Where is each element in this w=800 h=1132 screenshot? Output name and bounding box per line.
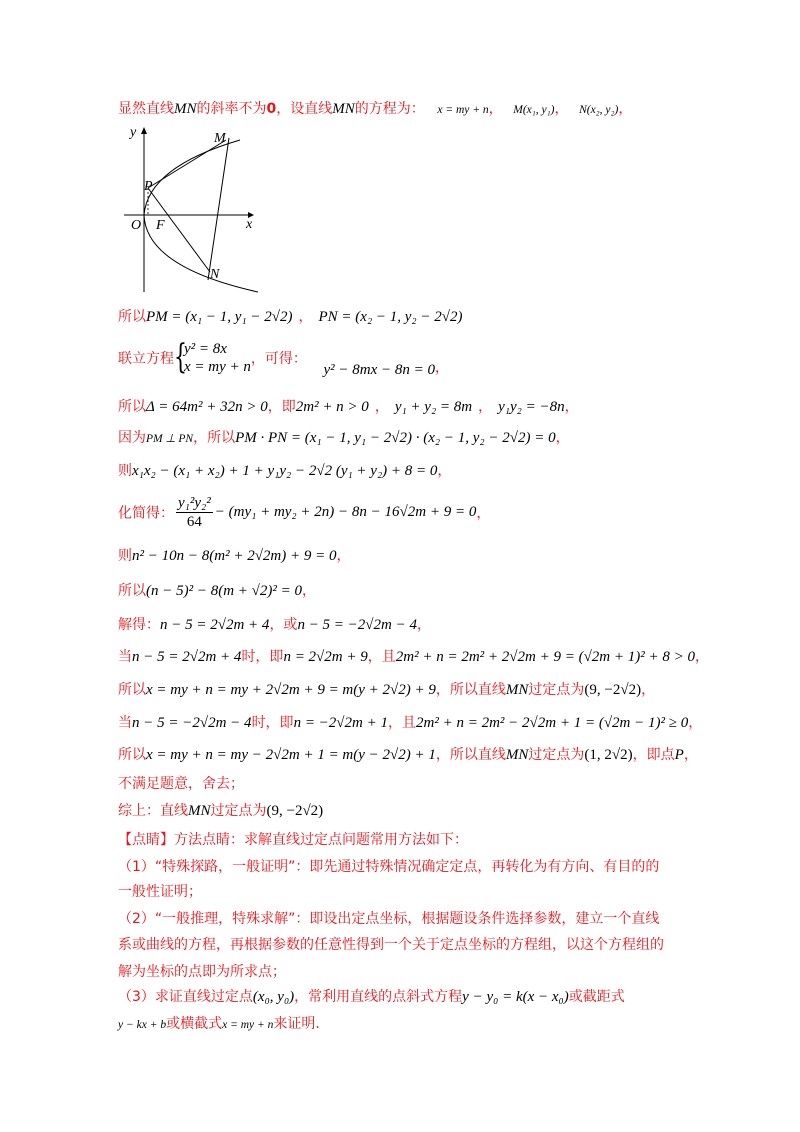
line-20: （2）“一般推理，特殊求解”：即设出定点坐标，根据题设条件选择参数，建立一个直线 bbox=[118, 911, 660, 927]
line-18: （1）“特殊探路，一般证明”：即先通过特殊情况确定定点，再转化为有方向、有目的的 bbox=[118, 859, 660, 875]
label-o: O bbox=[131, 218, 142, 233]
line-3: 联立方程 { y² = 8x x = my + n ，可得： y² − 8mx − 8n = 0， bbox=[118, 337, 450, 378]
line-9: 所以(n − 5)² − 8(m + √2)² = 0， bbox=[118, 583, 317, 599]
label-x: x bbox=[246, 217, 253, 232]
line-17: 【点睛】方法点睛：求解直线过定点问题常用方法如下： bbox=[118, 832, 468, 848]
line-6: 则x₁x₂ − (x₁ + x₂) + 1 + y₁y₂ − 2√2 (y₁ + y₂) + 8 = 0， bbox=[118, 463, 452, 479]
line-23: （3）求证直线过定点(x₀, y₀)，常利用直线的点斜式方程y − y₀ = k(x − x₀)或截距式 bbox=[118, 989, 625, 1005]
line-14: 所以x = my + n = my − 2√2m + 1 = m(y − 2√2) + 1，所以直线MN过定点为(1, 2√2)，即点P， bbox=[118, 747, 698, 763]
equation-system: { y² = 8x x = my + n bbox=[174, 337, 251, 377]
label-p: P bbox=[144, 179, 153, 194]
parabola-curve bbox=[144, 140, 258, 292]
line-5: 因为PM ⊥ PN，所以PM · PN = (x₁ − 1, y₁ − 2√2) · (x₂ − 1, y₂ − 2√2) = 0， bbox=[118, 430, 570, 446]
label-n: N bbox=[210, 267, 220, 282]
line-4: 所以Δ = 64m² + 32n > 0，即2m² + n > 0 ， y₁ + y₂ = 8m ， y₁y₂ = −8n， bbox=[118, 399, 579, 415]
label-f: F bbox=[156, 218, 165, 233]
line-8: 则n² − 10n − 8(m² + 2√2m) + 9 = 0， bbox=[118, 548, 351, 564]
line-21: 系或曲线的方程，再根据参数的任意性得到一个关于定点坐标的方程组，以这个方程组的 bbox=[118, 937, 664, 953]
line-24: y − kx + b或横截式x = my + n来证明. bbox=[118, 1016, 320, 1032]
y-axis-arrow-icon bbox=[141, 127, 147, 134]
line-1: 显然直线MN的斜率不为0，设直线MN的方程为： x = my + n， M(x₁, y₁)， N(x₂, y₂)， bbox=[118, 101, 633, 117]
line-2: 所以PM = (x₁ − 1, y₁ − 2√2) ， PN = (x₂ − 1, y₂ − 2√2) bbox=[118, 309, 463, 325]
line-22: 解为坐标的点即为所求点； bbox=[118, 964, 286, 980]
parabola-figure bbox=[118, 122, 263, 297]
label-y: y bbox=[130, 125, 137, 140]
fraction: $\frac{\text{y₁²y₂²}}{64}$ bbox=[178, 495, 211, 530]
line-12: 所以x = my + n = my + 2√2m + 9 = m(y + 2√2) + 9，所以直线MN过定点为(9, −2√2)， bbox=[118, 682, 656, 698]
line-mn bbox=[208, 138, 229, 280]
line-19: 一般性证明； bbox=[118, 884, 202, 900]
line-10: 解得：n − 5 = 2√2m + 4，或n − 5 = −2√2m − 4， bbox=[118, 617, 431, 633]
line-15: 不满足题意，舍去； bbox=[118, 776, 244, 792]
line-13: 当n − 5 = −2√2m − 4时，即n = −2√2m + 1，且2m² + n = 2m² − 2√2m + 1 = (√2m − 1)² ≥ 0， bbox=[118, 715, 703, 731]
line-11: 当n − 5 = 2√2m + 4时，即n = 2√2m + 9，且2m² + n = 2m² + 2√2m + 9 = (√2m + 1)² + 8 > 0， bbox=[118, 649, 710, 665]
line-16: 综上：直线MN过定点为(9, −2√2) bbox=[118, 803, 324, 819]
line-7: 化简得： $\frac{\text{y₁²y₂²}}{64}$ − (my₁ + my₂ + 2n) − 8n − 16√2m + 9 = 0， bbox=[118, 495, 491, 530]
label-m: M bbox=[214, 131, 226, 146]
line-pm bbox=[148, 140, 226, 188]
